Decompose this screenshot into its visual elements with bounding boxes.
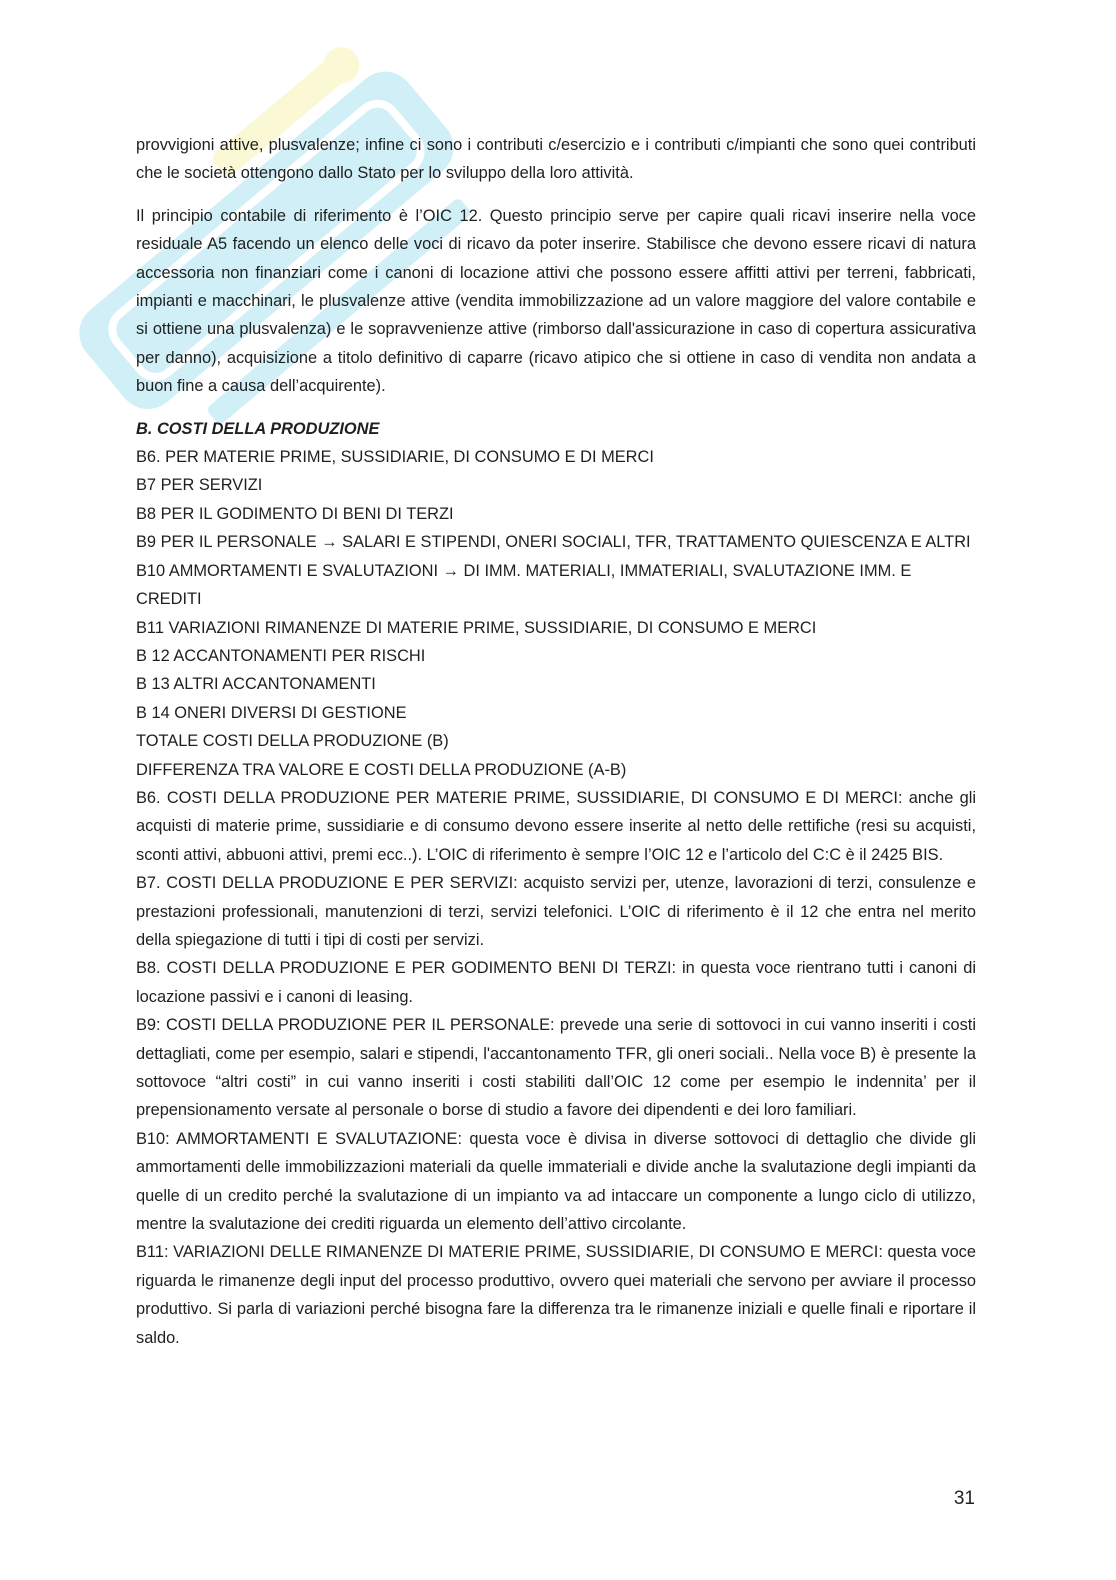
description-b10: B10: AMMORTAMENTI E SVALUTAZIONE: questa voce è divisa in diverse sottovoci di dettaglio che divide gli ammortamenti delle immobilizzazioni materiali da quelle immateriali e divide anche la svalutazione degli impianti da quelle di un credito perché la svalutazione di un impianto va ad intaccare un componente a lungo ciclo di utilizzo, mentre la svalutazione dei crediti riguarda un elemento dell’attivo circolante. [136,1129,976,1234]
list-item: B6. PER MATERIE PRIME, SUSSIDIARIE, DI CONSUMO E DI MERCI [136,448,654,467]
description-b11: B11: VARIAZIONI DELLE RIMANENZE DI MATERIE PRIME, SUSSIDIARIE, DI CONSUMO E MERCI: questa voce riguarda le rimanenze degli input del processo produttivo, ovvero quei materiali che servono per avviare il processo produttivo. Si parla di variazioni perché bisogna fare la differenza tra le rimanenze iniziali e quelle finali e riportare il saldo. [136,1243,976,1347]
list-item: B8 PER IL GODIMENTO DI BENI DI TERZI [136,504,454,523]
intro-paragraph-1: provvigioni attive, plusvalenze; infine ci sono i contributi c/esercizio e i contributi c/impianti che sono quei contributi che le società ottengono dallo Stato per lo sviluppo della loro attività. [136,136,976,183]
cost-items-list [136,443,976,784]
description-b9: B9: COSTI DELLA PRODUZIONE PER IL PERSONALE: prevede una serie di sottovoci in cui vanno inseriti i costi dettagliati, come per esempio, salari e stipendi, l'accantonamento TFR, gli oneri sociali.. Nella voce B) è presente la sottovoce “altri costi” in cui vanno inseriti i costi stabiliti dall’OIC 12 come per esempio le indennita’ per il prepensionamento versate al personale o borse di studio a favore dei dipendenti e dei loro familiari. [136,1016,976,1120]
description-b8: B8. COSTI DELLA PRODUZIONE E PER GODIMENTO BENI DI TERZI: in questa voce rientrano tutti i canoni di locazione passivi e i canoni di leasing. [136,959,976,1006]
list-item: B10 AMMORTAMENTI E SVALUTAZIONI → DI IMM. MATERIALI, IMMATERIALI, SVALUTAZIONE IMM. E CREDITI [136,561,912,609]
description-b6: B6. COSTI DELLA PRODUZIONE PER MATERIE PRIME, SUSSIDIARIE, DI CONSUMO E DI MERCI: anche gli acquisti di materie prime, sussidiarie e di consumo devono essere inserite al netto delle rettifiche (resi su acquisti, sconti attivi, abbuoni attivi, premi ecc..). L’OIC di riferimento è sempre l’OIC 12 e l’articolo del C:C è il 2425 BIS. [136,788,976,864]
section-heading: B. COSTI DELLA PRODUZIONE [136,419,380,438]
list-item: B9 PER IL PERSONALE → SALARI E STIPENDI, ONERI SOCIALI, TFR, TRATTAMENTO QUIESCENZA E ALTRI [136,533,971,552]
list-item: B 14 ONERI DIVERSI DI GESTIONE [136,703,407,722]
list-item: B7 PER SERVIZI [136,476,263,495]
list-item: B 12 ACCANTONAMENTI PER RISCHI [136,646,426,665]
list-item: B 13 ALTRI ACCANTONAMENTI [136,675,376,694]
list-item: B11 VARIAZIONI RIMANENZE DI MATERIE PRIME, SUSSIDIARIE, DI CONSUMO E MERCI [136,618,817,637]
description-b7: B7. COSTI DELLA PRODUZIONE E PER SERVIZI: acquisto servizi per, utenze, lavorazioni di terzi, consulenze e prestazioni professionali, manutenzioni di terzi, servizi telefonici. L’OIC di riferimento è il 12 che entra nel merito della spiegazione di tutti i tipi di costi per servizi. [136,874,976,949]
document-body [136,131,976,1352]
page-number: 31 [953,1488,975,1509]
list-item: TOTALE COSTI DELLA PRODUZIONE (B) [136,732,449,751]
list-item: DIFFERENZA TRA VALORE E COSTI DELLA PRODUZIONE (A-B) [136,760,627,779]
intro-paragraph-2: Il principio contabile di riferimento è l’OIC 12. Questo principio serve per capire quali ricavi inserire nella voce residuale A5 facendo un elenco delle voci di ricavo da poter inserire. Stabilisce che devono essere ricavi di natura accessoria non finanziari come i canoni di locazione attivi che possono essere affitti attivi per terreni, fabbricati, impianti e macchinari, le plusvalenze attive (vendita immobilizzazione ad un valore maggiore del valore contabile e si ottiene una plusvalenza) e le sopravvenienze attive (rimborso dall'assicurazione in caso di copertura assicurativa per danno), acquisizione a titolo definitivo di caparre (ricavo atipico che si ottiene in caso di vendita non andata a buon fine a causa dell’acquirente). [136,206,976,396]
cost-descriptions [136,784,976,1352]
